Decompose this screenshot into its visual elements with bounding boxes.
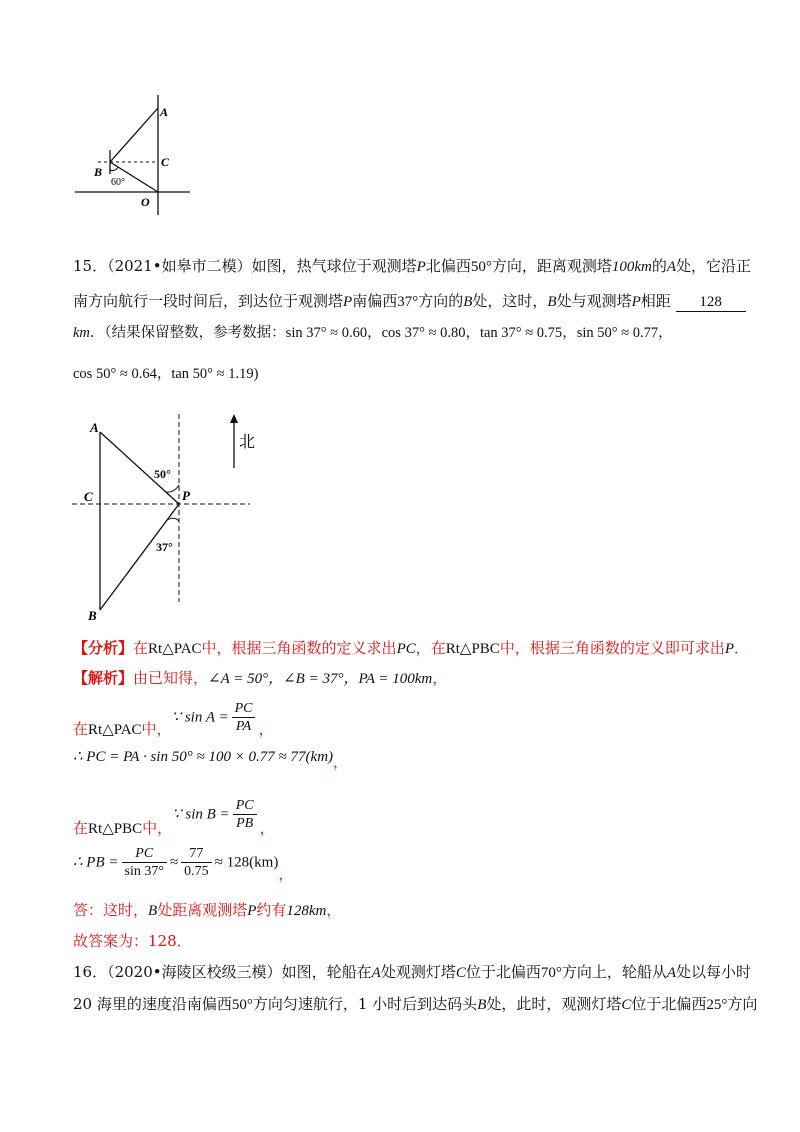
fig1-label-c: C [161,155,170,169]
fig2-label-c: C [84,489,93,504]
fraction-77-over-075: $\frac{77}{0.75}$ [181,845,212,880]
problem16-line1: 16．（2020•海陵区校级三模）如图，轮船在A处观测灯塔C位于北偏西70°方向上，轮船从A处以每小时 [73,963,752,981]
fig2-label-a: A [90,420,99,435]
solution-sinA-line: 在Rt△PAC中，∵ sin A = $\frac{PC}{PA}$ ， [73,701,274,738]
fraction-pc-over-sin37: $\frac{PC}{\sin 37^\circ}$ [122,845,167,880]
solution-answer-line: 答：这时，B处距离观测塔P约有128km， [73,901,342,919]
analysis-tag: 【分析】 [73,639,134,657]
problem15-line4: cos 50° ≈ 0.64，tan 50° ≈ 1.19) [73,366,259,382]
fraction-pc-over-pb: $\frac{PC}{PB}$ [233,797,257,832]
fig2-north-label: 北 [239,432,256,451]
analysis-line: 【分析】在Rt△PAC中，根据三角函数的定义求出PC，在Rt△PBC中，根据三角函数的定义即可求出P． [73,639,750,657]
fraction-pc-over-pa: $\frac{PC}{PA}$ [232,700,256,735]
fig1-angle-60: 60° [111,177,125,188]
problem15-source: （2021•如皋市二模） [107,257,252,275]
problem16-number: 16． [73,963,108,981]
solution-tag: 【解析】 [73,669,134,687]
problem16-line2: 20 海里的速度沿南偏西50°方向匀速航行，1 小时后到达码头B处，此时，观测灯塔C位于北偏西25°方向 [73,995,758,1013]
fig2-angle-50: 50° [154,467,171,481]
figure-tower-diagram [70,90,210,220]
fig2-label-b: B [88,608,97,623]
problem16-source: （2020•海陵区校级三模） [107,963,282,981]
fig1-label-a: A [160,105,169,119]
solution-pb-line: ∴ PB = $\frac{PC}{\sin 37^\circ}$ ≈ $\frac{77}{0.75}$ ≈ 128(km)， [73,846,294,883]
problem15-line1: 15．（2021•如皋市二模）如图，热气球位于观测塔P北偏西50°方向，距离观测塔100km的A处，它沿正 [73,257,752,275]
problem15-line3: km．（结果保留整数，参考数据：sin 37° ≈ 0.60，cos 37° ≈ 0.80，tan 37° ≈ 0.75，sin 50° ≈ 0.77， [73,325,673,341]
fig2-label-p: P [182,488,190,503]
problem15-answer-blank: 128 [676,294,746,312]
figure-balloon-diagram [70,412,270,627]
fig2-angle-37: 37° [156,540,173,554]
problem15-line2: 南方向航行一段时间后，到达位于观测塔P南偏西37°方向的B处，这时，B处与观测塔P相距 128 [73,290,746,312]
problem15-number: 15． [73,257,108,275]
solution-final-answer: 故答案为：128． [73,932,192,950]
solution-sinB-line: 在Rt△PBC中，∵ sin B = $\frac{PC}{PB}$ ， [73,798,275,837]
fig1-label-b: B [94,165,103,179]
solution-given-line: 【解析】由已知得，∠A = 50°，∠B = 37°，PA = 100km， [73,669,448,687]
solution-pc-line: ∴ PC = PA · sin 50° ≈ 100 × 0.77 ≈ 77(km)， [73,749,349,771]
fig1-label-o: O [141,195,150,209]
